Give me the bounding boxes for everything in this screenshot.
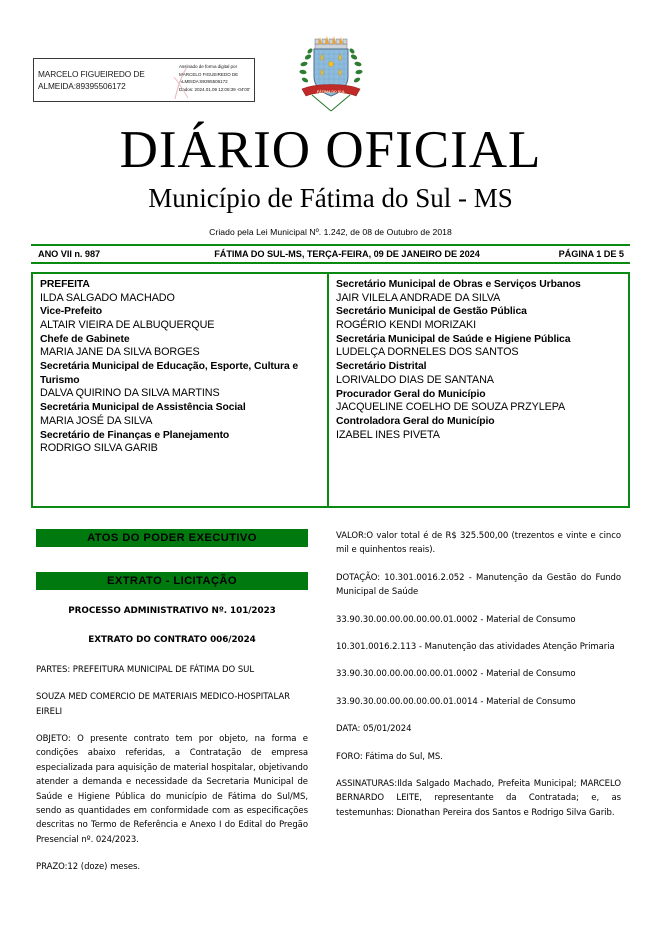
section-banner-atos-poder-executivo: ATOS DO PODER EXECUTIVO xyxy=(36,529,308,547)
issue-year-number: ANO VII n. 987 xyxy=(38,249,101,259)
content-column-left xyxy=(36,604,308,875)
issue-info-bar xyxy=(31,244,630,264)
valor-paragraph: VALOR:O valor total é de R$ 325.500,00 (trezentos e vinte e cinco mil e quinhentos reais). xyxy=(336,531,621,556)
digital-signature-stamp xyxy=(33,58,255,102)
issue-place-date: FÁTIMA DO SUL-MS, TERÇA-FEIRA, 09 DE JANEIRO DE 2024 xyxy=(214,249,480,259)
official-role: Controladora Geral do Município xyxy=(336,415,495,427)
foro-paragraph: FORO: Fátima do Sul, MS. xyxy=(336,751,443,762)
official-entry xyxy=(40,401,320,428)
official-name: MARIA JOSÉ DA SILVA xyxy=(40,414,153,427)
page-subtitle: Município de Fátima do Sul - MS xyxy=(148,183,513,213)
official-entry xyxy=(336,360,621,387)
official-role: Secretário Municipal de Gestão Pública xyxy=(336,306,527,318)
signature-detail-line-2: MARCELO FIGUEIREDO DE xyxy=(179,71,239,77)
partes-paragraph: PARTES: PREFEITURA MUNICIPAL DE FÁTIMA DO SUL xyxy=(36,664,255,675)
official-role: Vice-Prefeito xyxy=(40,306,103,318)
official-entry xyxy=(336,333,621,360)
official-entry xyxy=(40,278,320,305)
budget-code-paragraph: 10.301.0016.2.113 - Manutenção das atividades Atenção Primaria xyxy=(336,642,615,653)
official-name: LORIVALDO DIAS DE SANTANA xyxy=(336,373,494,386)
official-role: PREFEITA xyxy=(40,279,90,290)
dotacao-paragraph: DOTAÇÃO: 10.301.0016.2.052 - Manutenção da Gestão do Fundo Municipal de Saúde xyxy=(336,572,621,598)
official-name: MARIA JANE DA SILVA BORGES xyxy=(40,346,200,359)
issue-page-indicator: PÁGINA 1 DE 5 xyxy=(558,249,624,259)
official-entry xyxy=(40,429,320,456)
official-role: Secretária Municipal de Saúde e Higiene Pública xyxy=(336,333,571,345)
official-role: Secretária Municipal de Educação, Esporte, Cultura e Turismo xyxy=(40,361,299,386)
official-role: Secretária Municipal de Assistência Social xyxy=(40,402,246,414)
official-entry xyxy=(336,278,621,305)
official-name: IZABEL INES PIVETA xyxy=(336,428,440,441)
budget-code-paragraph: 33.90.30.00.00.00.00.00.01.0014 - Material de Consumo xyxy=(336,696,576,707)
section-banner-extrato-licitacao: EXTRATO - LICITAÇÃO xyxy=(36,572,308,590)
signature-signer-name: MARCELO FIGUEIREDO DE ALMEIDA:89395506172 xyxy=(38,69,145,91)
empresa-paragraph: SOUZA MED COMERCIO DE MATERIAIS MEDICO-HOSPITALAR EIRELI xyxy=(36,692,290,717)
official-name: LUDELÇA DORNELES DOS SANTOS xyxy=(336,346,519,359)
official-role: Secretário Distrital xyxy=(336,361,427,373)
official-name: ALTAIR VIEIRA DE ALBUQUERQUE xyxy=(40,318,215,331)
content-column-right xyxy=(336,529,621,820)
official-name: JACQUELINE COELHO DE SOUZA PRZYLEPA xyxy=(336,401,566,414)
official-name: ILDA SALGADO MACHADO xyxy=(40,291,175,304)
officials-column-left xyxy=(33,274,329,506)
official-name: ROGÉRIO KENDI MORIZAKI xyxy=(336,318,476,331)
official-role: Chefe de Gabinete xyxy=(40,333,130,345)
processo-administrativo-heading: PROCESSO ADMINISTRATIVO Nº. 101/2023 xyxy=(68,606,276,616)
official-name: RODRIGO SILVA GARIB xyxy=(40,442,158,455)
official-role: Procurador Geral do Município xyxy=(336,388,486,400)
crest-ribbon-label: FÁTIMA DO SUL xyxy=(316,90,346,94)
official-name: JAIR VILELA ANDRADE DA SILVA xyxy=(336,291,501,304)
official-entry xyxy=(336,305,621,332)
signature-detail-line-1: Assinado de forma digital por xyxy=(179,64,238,69)
official-entry xyxy=(40,360,320,401)
assinaturas-paragraph: ASSINATURAS:Ilda Salgado Machado, Prefeita Municipal; MARCELO BERNARDO LEITE, representante da Contratada; e, as testemunhas: Dionathan Pereira dos Santos e Rodrigo Silva Garib. xyxy=(336,779,621,818)
budget-code-paragraph: 33.90.30.00.00.00.00.00.01.0002 - Material de Consumo xyxy=(336,614,576,625)
data-paragraph: DATA: 05/01/2024 xyxy=(336,724,412,735)
creation-law-text: Criado pela Lei Municipal Nº. 1.242, de 08 de Outubro de 2018 xyxy=(209,227,452,237)
official-role: Secretário de Finanças e Planejamento xyxy=(40,429,230,441)
page-title: DIÁRIO OFICIAL xyxy=(119,121,542,179)
municipal-coat-of-arms-icon xyxy=(298,33,364,117)
official-entry xyxy=(40,333,320,360)
signature-details xyxy=(179,63,255,93)
official-entry xyxy=(40,305,320,332)
officials-table xyxy=(31,272,630,508)
extrato-contrato-heading: EXTRATO DO CONTRATO 006/2024 xyxy=(88,635,256,646)
prazo-paragraph: PRAZO:12 (doze) meses. xyxy=(36,862,141,873)
official-entry xyxy=(336,388,621,415)
budget-code-paragraph: 33.90.30.00.00.00.00.00.01.0002 - Material de Consumo xyxy=(336,669,576,680)
signature-detail-line-4: Dados: 2024.01.09 12:08:39 -04'00' xyxy=(179,86,251,92)
masthead xyxy=(0,122,661,239)
signature-detail-line-3: ALMEIDA:89395506172 xyxy=(179,79,228,85)
officials-column-right xyxy=(329,274,628,506)
official-role: Secretário Municipal de Obras e Serviços Urbanos xyxy=(336,279,581,290)
objeto-paragraph: OBJETO: O presente contrato tem por objeto, na forma e condições abaixo referidas, a Contratação de empresa especializada para aquisição de material hospitalar, objetivando atender a demanda e necessidade da Secretaria Municipal de Saúde e Higiene Pública do município de Fátima do Sul/MS, sendo as quantidades em conformidade com as especificações descritas no Termo de Referência e Anexo I do Edital do Pregão Presencial nº. 024/2023. xyxy=(36,734,308,845)
official-name: DALVA QUIRINO DA SILVA MARTINS xyxy=(40,387,220,400)
official-entry xyxy=(336,415,621,442)
